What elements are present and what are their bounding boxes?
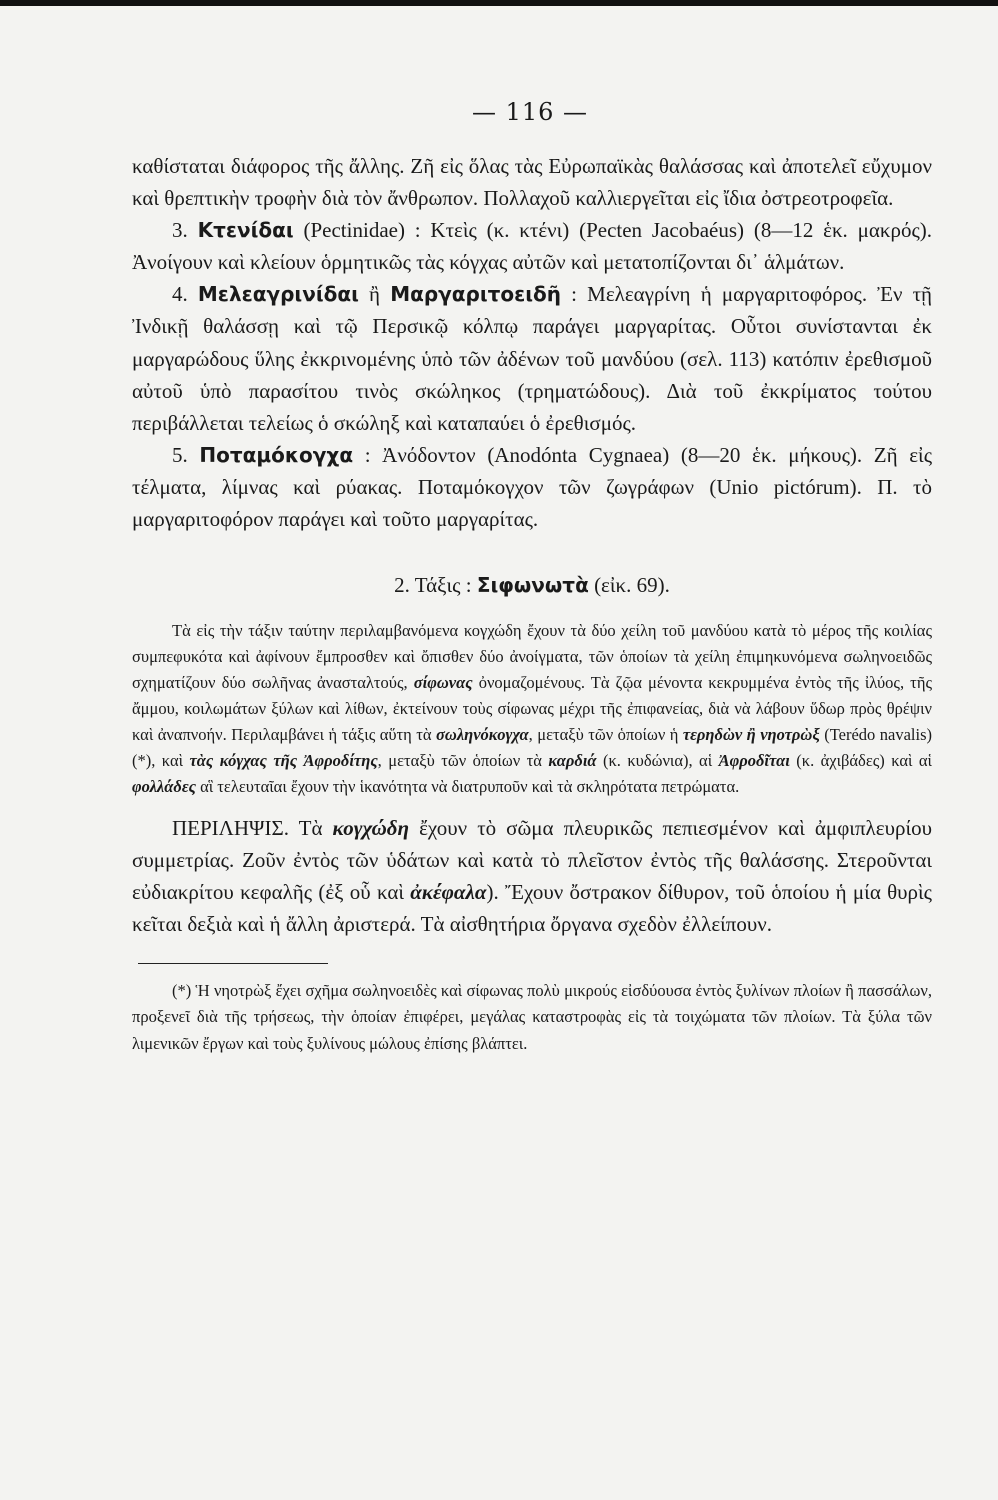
- item-4-conj: ἢ: [358, 282, 391, 307]
- summary-paragraph: [132, 812, 932, 940]
- item-3-pectinidae: [132, 214, 932, 278]
- small-text-6: (κ. κυδώνια), αἱ: [596, 751, 719, 771]
- item-5-name: Ποταμόκογχα: [199, 442, 354, 467]
- small-text-4: (Terédo navalis) (*), καὶ: [132, 725, 932, 771]
- small-text-1: Τὰ εἰς τὴν τάξιν ταύτην περιλαμβανόμενα κογχώδη ἔχουν τὰ δύο χείλη τοῦ μανδύου κατὰ τὸ μέρος τῆς κοιλίας συμπεφυκότα καὶ ἀφίνουν ἔμπροσθεν καὶ ὄπισθεν δύο ἀνοίγματα, τῶν ὁποίων τὰ χείλη ἐπιμηκυνόμενα σωληνοειδῶς σχηματίζουν δύο σωλῆνας ἀνασταλτούς,: [132, 621, 932, 693]
- section-heading: [132, 573, 932, 598]
- page-body: [132, 150, 932, 1057]
- item-4-meleagrinidae: [132, 278, 932, 438]
- item-3-name: Κτενίδαι: [197, 218, 294, 243]
- heading-name: Σιφωνωτὰ: [476, 573, 589, 598]
- scan-edge: [0, 0, 998, 6]
- small-term-pholades: φολλάδες: [132, 777, 196, 797]
- item-4-name-1: Μελεαγρινίδαι: [197, 282, 359, 307]
- summary-text-1: Τὰ: [289, 816, 333, 841]
- page-number: — 116 —: [471, 98, 589, 126]
- small-text-5: , μεταξὺ τῶν ὁποίων τὰ: [377, 751, 549, 771]
- small-term-solenokogcha: σωληνόκογχα: [436, 725, 529, 745]
- summary-term-akefala: ἀκέφαλα: [410, 880, 487, 905]
- item-4-number: 4.: [172, 282, 188, 307]
- footnote: (*) Ἡ νηοτρὼξ ἔχει σχῆμα σωληνοειδὲς καὶ σίφωνας πολὺ μικρούς εἰσδύουσα ἐντὸς ξυλίνων πλοίων ἢ πασσάλων, προξενεῖ διὰ τῆς τρήσεως, τὴν ὁποίαν ἐπιφέρει, μεγάλας καταστροφὰς εἰς τὰ τοιχώματα τῶν πλοίων. Τὰ ξύλα τῶν λιμενικῶν ἔργων καὶ τοὺς ξυλίνους μώλους ἐπίσης βλάπτει.: [132, 980, 932, 1053]
- item-3-text: (Pectinidae) : Κτεὶς (κ. κτένι) (Pecten Jacobaéus) (8—12 ἑκ. μακρός). Ἀνοίγουν καὶ κλείουν ὁρμητικῶς τὰς κόγχας αὐτῶν καὶ μετατοπίζονται δι᾿ ἁλμάτων.: [132, 218, 933, 275]
- small-text-2: ὀνομαζομένους. Τὰ ζῷα μένοντα κεκρυμμένα ἐντὸς τῆς ἰλύος, τῆς ἄμμου, κοιλωμάτων ξύλων καὶ λίθων, ἐκτείνουν τοὺς σίφωνας μέχρι τῆς ἐπιφανείας, διὰ νὰ λάβουν ὕδωρ πρὸς θρέψιν καὶ ἀναπνοήν. Περιλαμβάνει ἡ τάξις αὕτη τὰ: [132, 673, 932, 745]
- item-5-text: : Ἀνόδοντον (Anodónta Cygnaea) (8—20 ἑκ. μήκους). Ζῆ εἰς τέλματα, λίμνας καὶ ρύακας. Ποταμόκογχον τῶν ζωγράφων (Unio pictórum). Π. τὸ μαργαριτοφόρον παράγει καὶ τοῦτο μαργαρίτας.: [132, 442, 933, 532]
- summary-term-kogchodi: κογχώδη: [332, 816, 410, 841]
- small-text-7: (κ. ἀχιβάδες) καὶ αἱ: [789, 751, 932, 771]
- small-term-aphrodites: Ἀφροδῖται: [718, 751, 790, 771]
- small-term-venus-shells: τὰς κόγχας τῆς Ἀφροδίτης: [189, 751, 378, 771]
- item-5-potamokogcha: [132, 439, 932, 535]
- item-3-number: 3.: [172, 218, 188, 243]
- small-term-cardia: καρδιά: [548, 751, 597, 771]
- intro-paragraph: καθίσταται διάφορος τῆς ἄλλης. Ζῆ εἰς ὅλας τὰς Εὐρωπαϊκὰς θαλάσσας καὶ ἀποτελεῖ εὔχυμον καὶ θρεπτικὴν τροφὴν διὰ τὸν ἄνθρωπον. Πολλαχοῦ καλλιεργεῖται εἰς ἴδια ὀστρεοτροφεῖα.: [132, 154, 932, 211]
- item-5-number: 5.: [172, 442, 188, 467]
- small-term-siphons: σίφωνας: [413, 673, 473, 693]
- summary-text-3: ). Ἔχουν ὄστρακον δίθυρον, τοῦ ὁποίου ἡ μία θυρὶς κεῖται δεξιὰ καὶ ἡ ἄλλη ἀριστερά. Τὰ αἰσθητήρια ὄργανα σχεδὸν ἐλλείπουν.: [132, 880, 932, 937]
- small-term-teredo: τερηδὼν ἢ νηοτρὼξ: [682, 725, 820, 745]
- small-text-3: , μεταξὺ τῶν ὁποίων ἡ: [528, 725, 683, 745]
- small-text-8: αἳ τελευταῖαι ἔχουν τὴν ἱκανότητα νὰ διατρυποῦν καὶ τὰ σκληρότατα πετρώματα.: [195, 777, 740, 797]
- heading-prefix: 2. Τάξις :: [394, 573, 477, 598]
- footnote-divider: [138, 963, 328, 964]
- small-print-paragraph: [132, 618, 932, 800]
- summary-lead: ΠΕΡΙΛΗΨΙΣ.: [172, 816, 290, 841]
- item-4-name-2: Μαργαριτοειδῆ: [390, 282, 562, 307]
- summary-text-2: ἔχουν τὸ σῶμα πλευρικῶς πεπιεσμένον καὶ ἀμφιπλευρίου συμμετρίας. Ζοῦν ἐντὸς τῶν ὑδάτων καὶ κατὰ τὸ πλεῖστον ἐντὸς τῆς θαλάσσης. Στεροῦνται εὐδιακρίτου κεφαλῆς (ἐξ οὗ καὶ: [132, 816, 932, 905]
- heading-suffix: (εἰκ. 69).: [588, 573, 670, 598]
- item-4-text: : Μελεαγρίνη ἡ μαργαριτοφόρος. Ἐν τῇ Ἰνδικῇ θαλάσσῃ καὶ τῷ Περσικῷ κόλπῳ παράγει μαργαρίτας. Οὗτοι συνίστανται ἐκ μαργαρώδους ὕλης ἐκκρινομένης ὑπὸ τῶν ἀδένων τοῦ μανδύου (σελ. 113) κατόπιν ἐρεθισμοῦ αὐτοῦ ὑπὸ παρασίτου τινὸς σκώληκος (τρηματώδους). Διὰ τοῦ ἐκκρίματος τούτου περιβάλλεται τελείως ὁ σκώληξ καὶ καταπαύει ὁ ἐρεθισμός.: [132, 282, 933, 435]
